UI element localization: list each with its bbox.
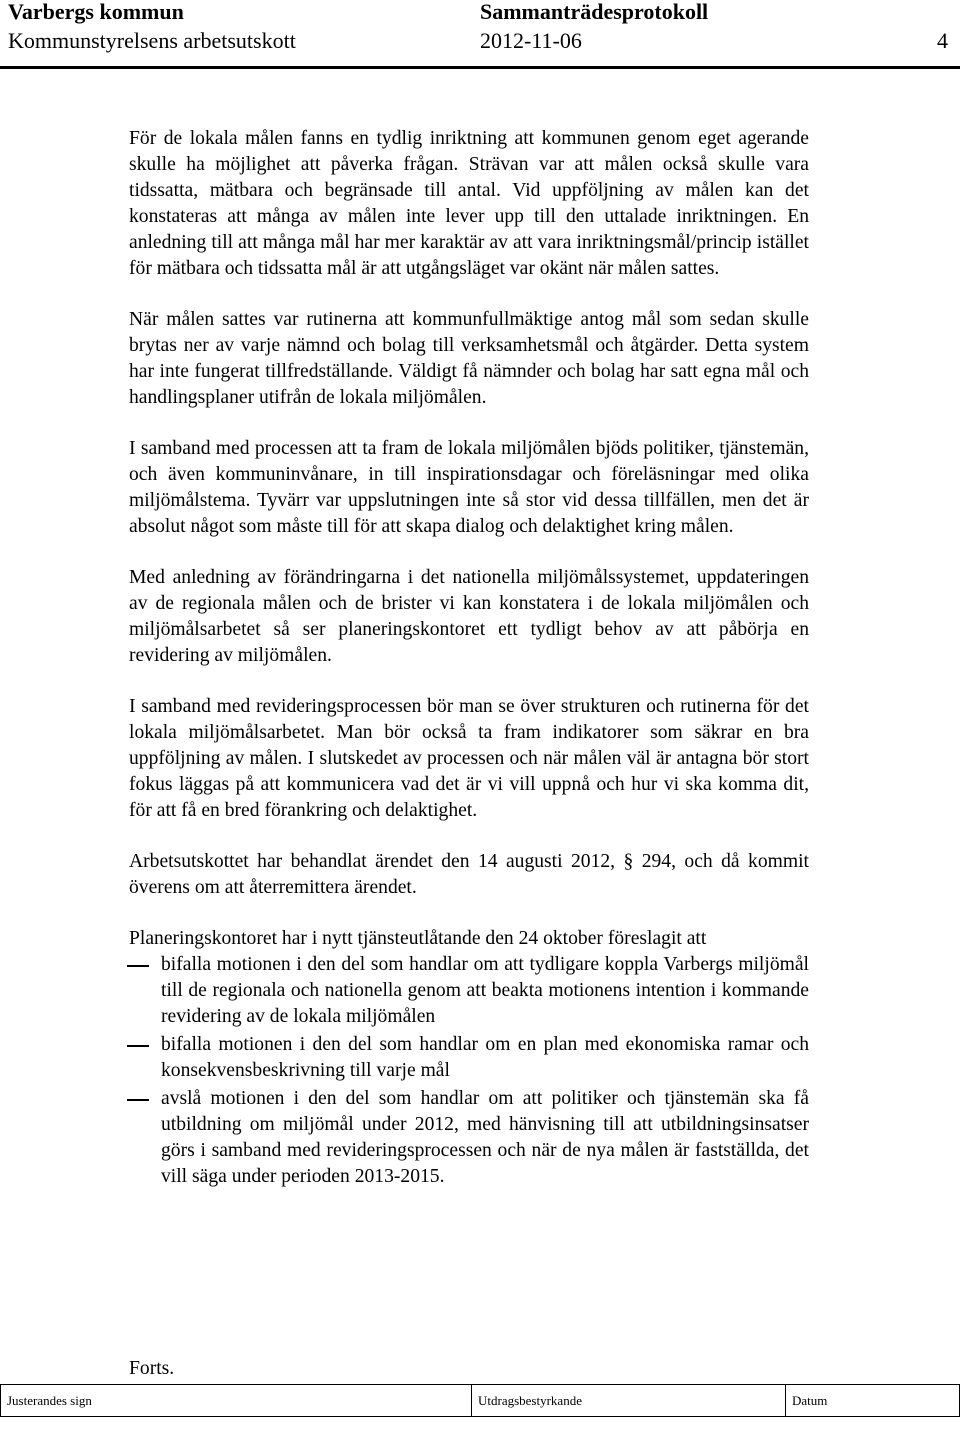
body-paragraph: I samband med processen att ta fram de lokala miljömålen bjöds politiker, tjänstemän, och även kommuninvånare, in till inspirationsdagar och föreläsningar med olika miljömålstema. Tyvärr var uppslutningen inte så stor vid dessa tillfällen, men det är absolut något som måste till för att skapa dialog och delaktighet kring målen. bbox=[129, 438, 809, 537]
body-paragraph: När målen sattes var rutinerna att kommunfullmäktige antog mål som sedan skulle brytas ner av varje nämnd och bolag till verksamhetsmål och åtgärder. Detta system har inte fungerat tillfredställande. Väldigt få nämnder och bolag har satt egna mål och handlingsplaner utifrån de lokala miljömålen. bbox=[129, 309, 809, 408]
meeting-date: 2012-11-06 bbox=[480, 28, 582, 53]
signature-footer bbox=[0, 1384, 960, 1417]
header-divider bbox=[0, 66, 960, 69]
proposal-intro: Planeringskontoret har i nytt tjänsteutlåtande den 24 oktober föreslagit att bbox=[129, 928, 707, 949]
justering-sign-box bbox=[1, 1385, 472, 1416]
body-paragraph: Arbetsutskottet har behandlat ärendet den 14 augusti 2012, § 294, och då kommit överens om att återremittera ärendet. bbox=[129, 851, 809, 898]
utdrag-label: Utdragsbestyrkande bbox=[478, 1393, 582, 1408]
datum-box bbox=[786, 1385, 959, 1416]
proposal-item: bifalla motionen i den del som handlar om en plan med ekonomiska ramar och konsekvensbeskrivning till varje mål bbox=[129, 1032, 809, 1084]
page-number: 4 bbox=[937, 28, 948, 53]
committee-name: Kommunstyrelsens arbetsutskott bbox=[8, 28, 296, 53]
body-paragraph: I samband med revideringsprocessen bör man se över strukturen och rutinerna för det lokala miljömålsarbetet. Man bör också ta fram indikatorer som säkrar en bra uppföljning av målen. I slutskedet av processen och när målen väl är antagna bör stort fokus läggas på att kommunicera vad det är vi vill uppnå och hur vi ska komma dit, för att få en bred förankring och delaktighet. bbox=[129, 696, 809, 821]
body-paragraph: Med anledning av förändringarna i det nationella miljömålssystemet, uppdateringen av de regionala målen och de brister vi kan konstatera i de lokala miljömålen och miljömålsarbetet så ser planeringskontoret ett tydligt behov av att påbörja en revidering av miljömålen. bbox=[129, 567, 809, 666]
proposal-item: bifalla motionen i den del som handlar om att tydligare koppla Varbergs miljömål till de regionala och nationella genom att beakta motionens intention i kommande revidering av de lokala miljömålen bbox=[129, 952, 809, 1030]
datum-label: Datum bbox=[792, 1393, 828, 1408]
utdragsbestyrkande-box bbox=[472, 1385, 786, 1416]
document-body bbox=[129, 126, 809, 1192]
document-type: Sammanträdesprotokoll bbox=[480, 0, 709, 24]
proposal-item: avslå motionen i den del som handlar om att politiker och tjänstemän ska få utbildning om miljömål under 2012, med hänvisning till att utbildningsinsatser görs i samband med revideringsprocessen och när de nya målen är fastställda, det vill säga under perioden 2013-2015. bbox=[129, 1086, 809, 1190]
continuation-note: Forts. bbox=[129, 1358, 175, 1379]
organization-name: Varbergs kommun bbox=[8, 0, 184, 24]
proposal-list bbox=[129, 952, 809, 1190]
body-paragraph: För de lokala målen fanns en tydlig inriktning att kommunen genom eget agerande skulle ha möjlighet att påverka frågan. Strävan var att målen också skulle vara tidssatta, mätbara och begränsade till antal. Vid uppföljning av målen kan det konstateras att många av målen inte lever upp till den uttalade inriktningen. En anledning till att många mål har mer karaktär av att vara inriktningsmål/princip istället för mätbara och tidssatta mål är att utgångsläget var okänt när målen sattes. bbox=[129, 128, 809, 279]
justering-label: Justerandes sign bbox=[7, 1393, 92, 1408]
